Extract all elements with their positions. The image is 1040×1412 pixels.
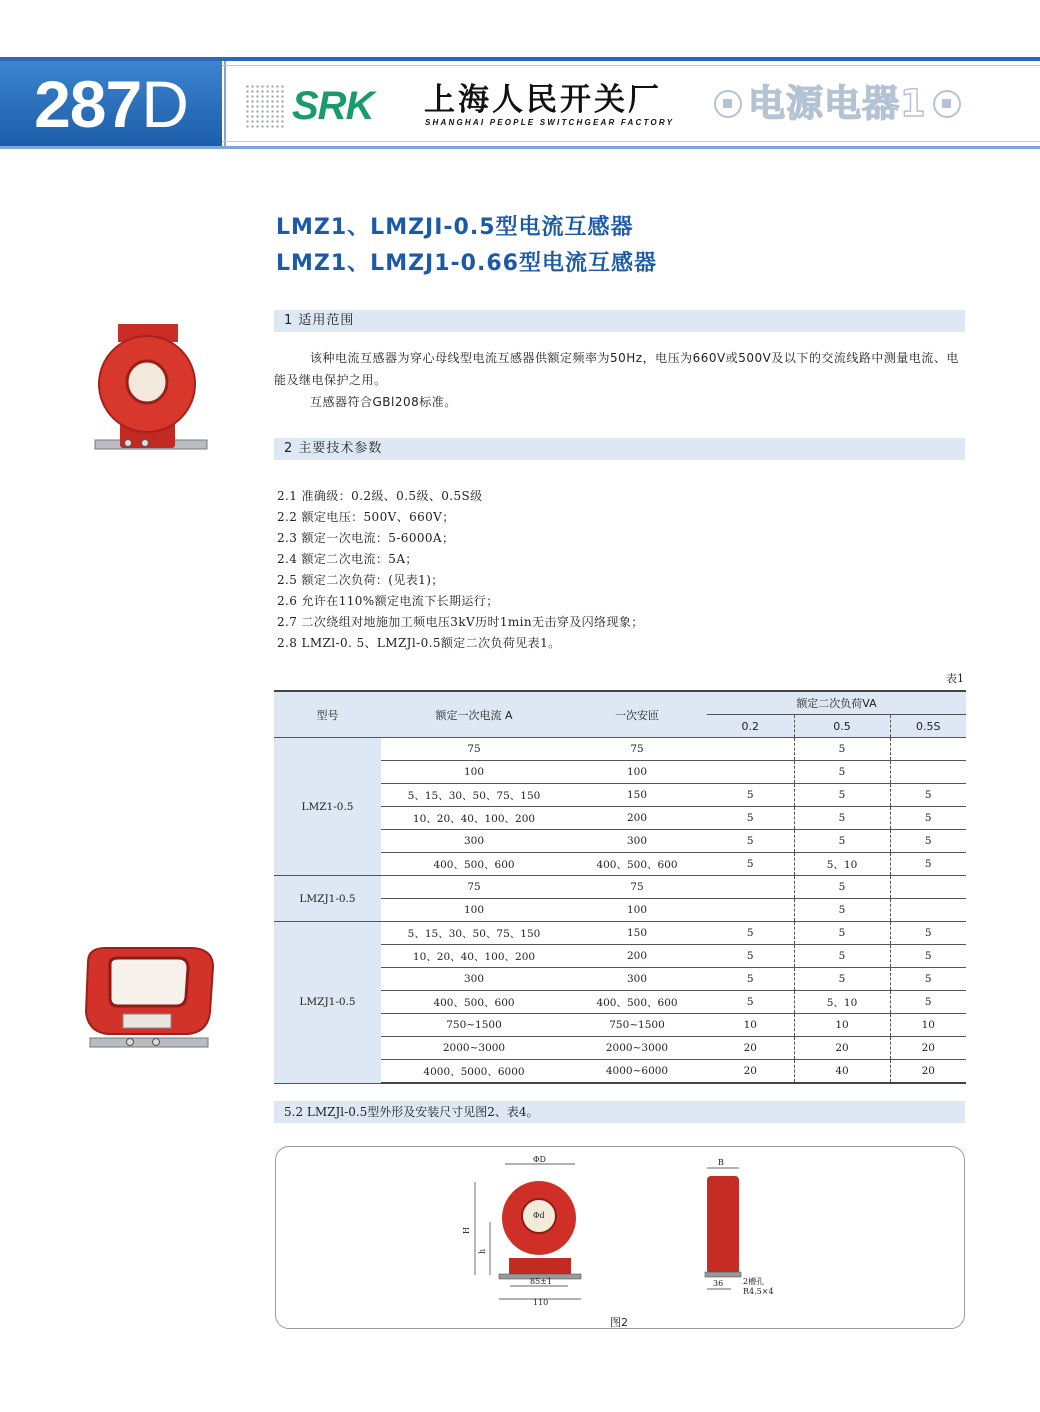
table-turns-cell: 150 xyxy=(567,922,707,945)
table-class-05-cell: 5 xyxy=(794,761,890,784)
table-turns-cell: 300 xyxy=(567,968,707,991)
section-bar-scope: 1 适用范围 xyxy=(274,310,965,332)
table-turns-cell: 200 xyxy=(567,807,707,830)
table-class-02-cell: 5 xyxy=(707,807,794,830)
table-row xyxy=(274,876,966,899)
table-turns-cell: 750~1500 xyxy=(567,1014,707,1037)
figure-intro: 5.2 LMZJl-0.5型外形及安装尺寸见图2、表4。 xyxy=(274,1101,965,1123)
scope-standard: 互感器符合GBl208标准。 xyxy=(310,395,457,409)
figure-caption: 图2 xyxy=(610,1316,628,1329)
table-class-05s-cell xyxy=(890,899,966,922)
section-title-text: 电源电器1 xyxy=(748,82,927,125)
table-model-cell: LMZJ1-0.5 xyxy=(274,922,381,1084)
table-current-cell: 750~1500 xyxy=(381,1014,567,1037)
table-class-02-cell xyxy=(707,899,794,922)
product-title-2: LMZ1、LMZJ1-0.66型电流互感器 xyxy=(276,251,657,276)
section-title xyxy=(714,80,961,128)
spec-item: 2.7 二次绕组对地施加工频电压3kV历时1min无击穿及闪络现象； xyxy=(277,615,644,629)
company-name-en: SHANGHAI PEOPLE SWITCHGEAR FACTORY xyxy=(425,118,675,127)
table-current-cell: 400、500、600 xyxy=(381,853,567,876)
table-class-02-cell: 5 xyxy=(707,922,794,945)
table-class-05-cell: 5、10 xyxy=(794,991,890,1014)
spec-item: 2.3 额定一次电流：5-6000A； xyxy=(277,531,455,545)
dim-h-lower: h xyxy=(478,1248,487,1254)
table-turns-cell: 4000~6000 xyxy=(567,1060,707,1084)
table-caption: 表1 xyxy=(946,672,964,685)
spec-item: 2.1 准确级：0.2级、0.5级、0.5S级 xyxy=(277,489,483,503)
header-thin-rule-bottom xyxy=(222,141,1040,142)
dim-slot-2: R4.5×4 xyxy=(743,1287,774,1296)
table-current-cell: 4000、5000、6000 xyxy=(381,1060,567,1084)
drawing-base xyxy=(509,1258,571,1275)
table-turns-cell: 100 xyxy=(567,761,707,784)
table-class-05-cell: 5 xyxy=(794,922,890,945)
header-bottom-rule xyxy=(0,146,1040,149)
table-current-cell: 10、20、40、100、200 xyxy=(381,945,567,968)
srk-logo: SRK xyxy=(292,84,374,128)
table-turns-cell: 2000~3000 xyxy=(567,1037,707,1060)
table-turns-cell: 150 xyxy=(567,784,707,807)
table-turns-cell: 75 xyxy=(567,738,707,761)
table-class-05s-cell: 20 xyxy=(890,1037,966,1060)
table-class-05s-cell: 5 xyxy=(890,922,966,945)
table-turns-cell: 400、500、600 xyxy=(567,991,707,1014)
square-circle-icon xyxy=(714,90,742,118)
table-turns-cell: 400、500、600 xyxy=(567,853,707,876)
dim-h-upper: H xyxy=(462,1227,471,1234)
table-class-02-cell xyxy=(707,876,794,899)
table-model-cell: LMZ1-0.5 xyxy=(274,738,381,876)
table-class-05s-cell xyxy=(890,738,966,761)
table-class-02-cell: 5 xyxy=(707,991,794,1014)
table-class-05-cell: 10 xyxy=(794,1014,890,1037)
table-class-02-cell: 20 xyxy=(707,1037,794,1060)
header-burden: 额定二次负荷VA xyxy=(707,691,966,715)
table-class-05-cell: 5 xyxy=(794,945,890,968)
spec-item: 2.4 额定二次电流：5A； xyxy=(277,552,418,566)
table-class-05-cell: 5 xyxy=(794,738,890,761)
table-class-05s-cell: 10 xyxy=(890,1014,966,1037)
header-thin-rule-top xyxy=(222,65,1040,66)
table-class-02-cell xyxy=(707,738,794,761)
table-class-05-cell: 5、10 xyxy=(794,853,890,876)
spec-item: 2.2 额定电压：500V、660V； xyxy=(277,510,455,524)
table-class-05s-cell xyxy=(890,761,966,784)
table-class-05-cell: 5 xyxy=(794,830,890,853)
table-class-05s-cell xyxy=(890,876,966,899)
product-title-1: LMZ1、LMZJI-0.5型电流互感器 xyxy=(276,215,634,240)
table-turns-cell: 100 xyxy=(567,899,707,922)
table-current-cell: 300 xyxy=(381,830,567,853)
table-body xyxy=(274,738,966,1084)
table-class-05s-cell: 5 xyxy=(890,784,966,807)
table-class-05-cell: 5 xyxy=(794,876,890,899)
table-current-cell: 75 xyxy=(381,876,567,899)
page-number: 287D xyxy=(34,67,188,141)
table-current-cell: 5、15、30、50、75、150 xyxy=(381,784,567,807)
table-current-cell: 2000~3000 xyxy=(381,1037,567,1060)
table-class-02-cell: 5 xyxy=(707,830,794,853)
table-turns-cell: 75 xyxy=(567,876,707,899)
table-class-05s-cell: 5 xyxy=(890,807,966,830)
header-model: 型号 xyxy=(274,691,381,738)
table-class-05s-cell: 5 xyxy=(890,968,966,991)
spec-item: 2.6 允许在110%额定电流下长期运行； xyxy=(277,594,499,608)
dim-b: B xyxy=(718,1158,724,1167)
square-circle-icon xyxy=(933,90,961,118)
table-class-02-cell: 20 xyxy=(707,1060,794,1084)
table-row xyxy=(274,738,966,761)
table-current-cell: 100 xyxy=(381,761,567,784)
table-current-cell: 10、20、40、100、200 xyxy=(381,807,567,830)
header-separator xyxy=(224,61,226,146)
table-class-02-cell: 10 xyxy=(707,1014,794,1037)
table-class-02-cell: 5 xyxy=(707,968,794,991)
spec-item: 2.5 额定二次负荷：(见表1)； xyxy=(277,573,444,587)
section-bar-params: 2 主要技术参数 xyxy=(274,438,965,460)
table-class-05s-cell: 5 xyxy=(890,830,966,853)
table-current-cell: 100 xyxy=(381,899,567,922)
table-class-05s-cell: 5 xyxy=(890,991,966,1014)
table-current-cell: 5、15、30、50、75、150 xyxy=(381,922,567,945)
dim-base: 110 xyxy=(533,1298,549,1307)
header-class-02: 0.2 xyxy=(707,715,794,738)
table-turns-cell: 200 xyxy=(567,945,707,968)
spec-item: 2.8 LMZl-0. 5、LMZJl-0.5额定二次负荷见表1。 xyxy=(277,636,561,650)
dim-phi-d-inner: Φd xyxy=(533,1211,545,1220)
company-name-cn: 上海人民开关厂 xyxy=(424,82,662,118)
dim-side: 36 xyxy=(713,1279,724,1288)
table-class-02-cell: 5 xyxy=(707,784,794,807)
table-class-05-cell: 5 xyxy=(794,899,890,922)
table-class-02-cell: 5 xyxy=(707,945,794,968)
burden-table xyxy=(274,690,966,1084)
table-class-05-cell: 20 xyxy=(794,1037,890,1060)
table-class-05s-cell: 20 xyxy=(890,1060,966,1084)
table-model-cell: LMZJ1-0.5 xyxy=(274,876,381,922)
table-current-cell: 75 xyxy=(381,738,567,761)
table-current-cell: 300 xyxy=(381,968,567,991)
header-class-05s: 0.5S xyxy=(890,715,966,738)
scope-paragraph: 该种电流互感器为穿心母线型电流互感器供额定频率为50Hz，电压为660V或500V及以下的交流线路中测量电流、电能及继电保护之用。 xyxy=(274,351,959,387)
table-class-05s-cell: 5 xyxy=(890,853,966,876)
table-current-cell: 400、500、600 xyxy=(381,991,567,1014)
table-class-05-cell: 5 xyxy=(794,784,890,807)
table-turns-cell: 300 xyxy=(567,830,707,853)
header-class-05: 0.5 xyxy=(794,715,890,738)
header-primary-current: 额定一次电流 A xyxy=(381,691,567,738)
dim-mount: 85±1 xyxy=(530,1277,552,1286)
dimension-drawing xyxy=(455,1152,795,1312)
table-class-02-cell xyxy=(707,761,794,784)
table-class-05-cell: 40 xyxy=(794,1060,890,1084)
table-row xyxy=(274,922,966,945)
table-class-05-cell: 5 xyxy=(794,968,890,991)
transformer-photo-2 xyxy=(78,942,218,1054)
dim-phi-d: ΦD xyxy=(533,1155,546,1164)
table-class-05s-cell: 5 xyxy=(890,945,966,968)
header-ampere-turns: 一次安匝 xyxy=(567,691,707,738)
dim-slot-1: 2槽孔 xyxy=(743,1277,765,1286)
table-class-05-cell: 5 xyxy=(794,807,890,830)
dot-pattern-logo xyxy=(245,84,285,128)
drawing-side-body xyxy=(707,1176,739,1274)
drawing-side-plate xyxy=(705,1272,741,1277)
table-class-02-cell: 5 xyxy=(707,853,794,876)
transformer-photo-1 xyxy=(85,322,210,462)
